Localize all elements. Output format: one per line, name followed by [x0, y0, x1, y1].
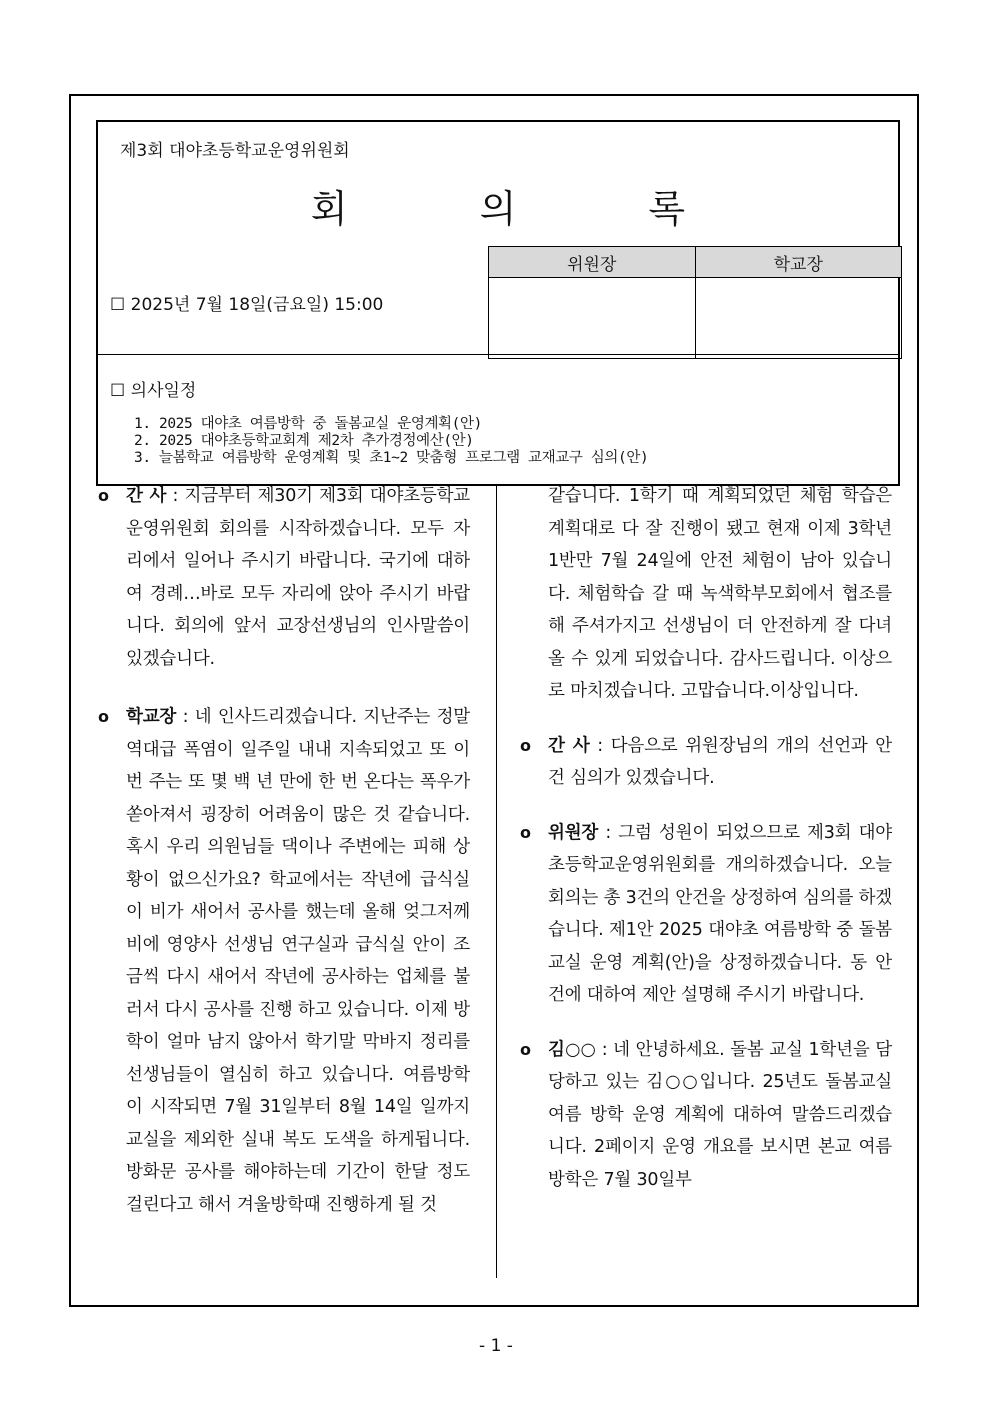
- meeting-date: ☐ 2025년 7월 18일(금요일) 15:00: [110, 295, 384, 315]
- agenda-list: [134, 416, 648, 467]
- statement: [98, 701, 470, 1221]
- right-column: [520, 480, 892, 1212]
- approval-signature-table: [488, 246, 902, 359]
- sign-box-chair: [489, 278, 696, 359]
- sign-label-principal: 학교장: [695, 247, 902, 278]
- speaker-name: 간 사: [548, 735, 590, 756]
- sign-box-principal: [695, 278, 902, 359]
- bullet-marker: o: [520, 822, 531, 842]
- statement-text: 간 사 : 다음으로 위원장님의 개의 선언과 안건 심의가 있겠습니다.: [548, 735, 892, 788]
- column-divider: [496, 486, 497, 1278]
- bullet-marker: o: [98, 486, 109, 505]
- statement: [520, 1034, 892, 1197]
- agenda-item: 2. 2025 대야초등학교회계 제2차 추가경정예산(안): [134, 433, 474, 449]
- agenda-item: 3. 늘봄학교 여름방학 운영계획 및 초1~2 맞춤형 프로그램 교재교구 심의(안): [134, 450, 649, 466]
- bullet-marker: o: [520, 735, 531, 755]
- speaker-name: 학교장: [126, 707, 177, 727]
- speech-text: 다음으로 위원장님의 개의 선언과 안건 심의가 있겠습니다.: [548, 735, 892, 788]
- agenda-heading: ☐ 의사일정: [110, 381, 197, 401]
- agenda-item: 1. 2025 대야초 여름방학 중 돌봄교실 운영계획(안): [134, 416, 482, 432]
- speech-text: 지금부터 제30기 제3회 대야초등학교운영위원회 회의를 시작하겠습니다. 모두 자리에서 일어나 주시기 바랍니다. 국기에 대하여 경례…바로 모두 자리에 앉아 주시기 바랍니다. 회의에 앞서 교장선생님의 인사말씀이 있겠습니다.: [126, 486, 471, 669]
- statement-text: [548, 480, 892, 708]
- speech-text: 네 인사드리겠습니다. 지난주는 정말 역대급 폭염이 일주일 내내 지속되었고 또 이번 주는 또 몇 백 년 만에 한 번 온다는 폭우가 쏟아져서 굉장히 어려움이 많은 것 같습니다. 혹시 우리 의원님들 댁이나 주변에는 피해 상황이 없으신가요? 학교에서는 작년에 급식실이 비가 새어서 공사를 했는데 올해 엊그저께 비에 영양사 선생님 연구실과 급식실 안이 조금씩 다시 새어서 작년에 공사하는 업체를 불러서 다시 공사를 진행 하고 있습니다. 이제 방학이 얼마 남지 않아서 학기말 막바지 정리를 선생님들이 열심히 하고 있습니다. 여름방학이 시작되면 7월 31일부터 8월 14일 일까지 교실을 제외한 실내 복도 도색을 하게됩니다. 방화문 공사를 해야하는데 기간이 한달 정도 걸린다고 해서 겨울방학때 진행하게 될 것: [126, 707, 470, 1215]
- bullet-marker: o: [98, 707, 109, 726]
- statement-continued: [520, 480, 892, 708]
- speaker-name: 위원장: [548, 822, 599, 843]
- speaker-name: 김○○: [548, 1039, 596, 1060]
- speech-text: 네 안녕하세요. 돌봄 교실 1학년을 담당하고 있는 김○○입니다. 25년도 돌봄교실 여름 방학 운영 계획에 대하여 말씀드리겠습니다. 2페이지 운영 개요를 보시면 본교 여름방학은 7월 30일부: [548, 1039, 892, 1190]
- statement-text: 학교장 : 네 인사드리겠습니다. 지난주는 정말 역대급 폭염이 일주일 내내 지속되었고 또 이번 주는 또 몇 백 년 만에 한 번 온다는 폭우가 쏟아져서 굉장히 어려움이 많은 것 같습니다. 혹시 우리 의원님들 댁이나 주변에는 피해 상황이 없으신가요? 학교에서는 작년에 급식실이 비가 새어서 공사를 했는데 올해 엊그저께 비에 영양사 선생님 연구실과 급식실 안이 조금씩 다시 새어서 작년에 공사하는 업체를 불러서 다시 공사를 진행 하고 있습니다. 이제 방학이 얼마 남지 않아서 학기말 막바지 정리를 선생님들이 열심히 하고 있습니다. 여름방학이 시작되면 7월 31일부터 8월 14일 일까지 교실을 제외한 실내 복도 도색을 하게됩니다. 방화문 공사를 해야하는데 기간이 한달 정도 걸린다고 해서 겨울방학때 진행하게 될 것: [126, 707, 470, 1215]
- speech-text: 같습니다. 1학기 때 계획되었던 체험 학습은 계획대로 다 잘 진행이 됐고 현재 이제 3학년 1반만 7월 24일에 안전 체험이 남아 있습니다. 체험학습 갈 때 녹색학부모회에서 협조를 해 주셔가지고 선생님이 더 안전하게 잘 다녀올 수 있게 되었습니다. 감사드립니다. 이상으로 마치겠습니다. 고맙습니다.이상입니다.: [548, 486, 892, 701]
- sign-label-chair: 위원장: [489, 247, 696, 278]
- statement-text: 위원장 : 그럼 성원이 되었으므로 제3회 대야초등학교운영위원회를 개의하겠습니다. 오늘 회의는 총 3건의 안건을 상정하여 심의를 하겠습니다. 제1안 2025 대야초 여름방학 중 돌봄교실 운영 계획(안)을 상정하겠습니다. 동 안건에 대하여 제안 설명해 주시기 바랍니다.: [548, 822, 892, 1005]
- left-column: [98, 480, 470, 1237]
- statement-text: 김○○ : 네 안녕하세요. 돌봄 교실 1학년을 담당하고 있는 김○○입니다. 25년도 돌봄교실 여름 방학 운영 계획에 대하여 말씀드리겠습니다. 2페이지 운영 개요를 보시면 본교 여름방학은 7월 30일부: [548, 1039, 892, 1190]
- committee-name: 제3회 대야초등학교운영위원회: [120, 141, 350, 161]
- page-number: - 1 -: [479, 1336, 513, 1356]
- document-title: 회 의 록: [310, 187, 746, 231]
- statement: [98, 480, 470, 675]
- statement: [520, 817, 892, 1012]
- speech-text: 그럼 성원이 되었으므로 제3회 대야초등학교운영위원회를 개의하겠습니다. 오늘 회의는 총 3건의 안건을 상정하여 심의를 하겠습니다. 제1안 2025 대야초 여름방학 중 돌봄교실 운영 계획(안)을 상정하겠습니다. 동 안건에 대하여 제안 설명해 주시기 바랍니다.: [548, 822, 892, 1005]
- header-box: [96, 120, 900, 486]
- statement-text: 간 사 : 지금부터 제30기 제3회 대야초등학교운영위원회 회의를 시작하겠습니다. 모두 자리에서 일어나 주시기 바랍니다. 국기에 대하여 경례…바로 모두 자리에 앉아 주시기 바랍니다. 회의에 앞서 교장선생님의 인사말씀이 있겠습니다.: [126, 486, 471, 669]
- statement: [520, 730, 892, 795]
- speaker-name: 간 사: [126, 486, 167, 506]
- agenda-divider: [98, 354, 898, 355]
- bullet-marker: o: [520, 1039, 531, 1059]
